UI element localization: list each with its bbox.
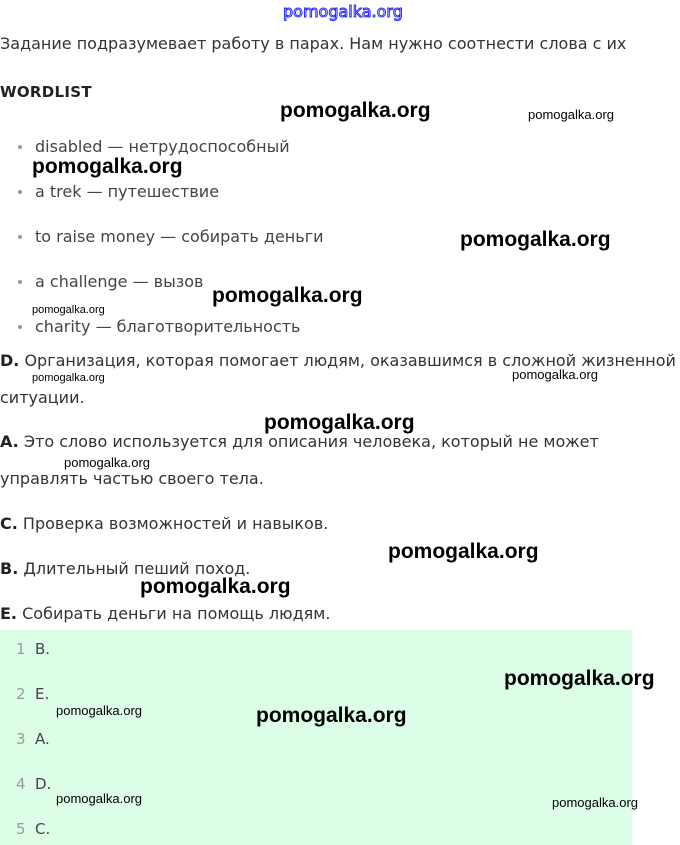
answer-number: 4 [16,775,26,793]
watermark: pomogalka.org [56,703,142,718]
definition-text: Собирать деньги на помощь людям. [22,604,331,623]
watermark: pomogalka.org [512,367,598,382]
answer-value: C. [35,820,51,838]
watermark-top: pomogalka.org [283,2,403,21]
bullet-icon [18,235,22,239]
wordlist-item [18,137,290,156]
answer-number: 1 [16,640,26,658]
bullet-icon [18,325,22,329]
definition-letter: C. [0,514,18,533]
definition-text: Длительный пеший поход. [23,559,251,578]
answer-number: 2 [16,685,26,703]
definition-letter: E. [0,604,18,623]
definition-a-line2: управлять частью своего тела. [0,469,264,488]
definition-letter: B. [0,559,19,578]
watermark: pomogalka.org [212,284,363,307]
definition-a [0,432,599,452]
definition-text: Организация, которая помогает людям, оказавшимся в сложной жизненной [24,351,676,370]
watermark: pomogalka.org [280,99,431,122]
watermark: pomogalka.org [56,791,142,806]
watermark: pomogalka.org [552,795,638,810]
watermark: pomogalka.org [32,304,105,316]
watermark: pomogalka.org [264,411,415,434]
wordlist-item-text: charity — благотворительность [35,317,301,336]
answers-block [0,630,632,845]
wordlist-item [18,182,219,201]
bullet-icon [18,145,22,149]
definition-c [0,514,328,534]
definition-letter: D. [0,351,20,370]
watermark: pomogalka.org [32,372,105,384]
watermark: pomogalka.org [528,107,614,122]
watermark: pomogalka.org [64,455,150,470]
wordlist-item-text: a trek — путешествие [35,182,220,201]
intro-text: Задание подразумевает работу в парах. Нам нужно соотнести слова с их [0,34,627,53]
wordlist-item-text: disabled — нетрудоспособный [35,137,290,156]
wordlist-item [18,272,203,291]
watermark: pomogalka.org [388,540,539,563]
wordlist-heading: WORDLIST [0,83,92,101]
answer-value: A. [35,730,50,748]
definition-text: Это слово используется для описания человека, который не может [23,432,599,451]
answer-value: D. [35,775,52,793]
answer-number: 3 [16,730,26,748]
wordlist-item [18,227,324,246]
bullet-icon [18,190,22,194]
watermark: pomogalka.org [140,575,291,598]
definition-d-line2: ситуации. [0,388,85,407]
bullet-icon [18,280,22,284]
wordlist-item-text: to raise money — собирать деньги [35,227,324,246]
wordlist-item-text: a challenge — вызов [35,272,204,291]
answer-value: E. [35,685,50,703]
watermark: pomogalka.org [32,155,183,178]
answer-value: B. [35,640,51,658]
watermark: pomogalka.org [504,667,655,690]
wordlist-item [18,317,300,336]
definition-e [0,604,330,624]
watermark: pomogalka.org [256,704,407,727]
watermark: pomogalka.org [460,228,611,251]
answer-number: 5 [16,820,26,838]
definition-text: Проверка возможностей и навыков. [22,514,329,533]
definition-letter: A. [0,432,19,451]
